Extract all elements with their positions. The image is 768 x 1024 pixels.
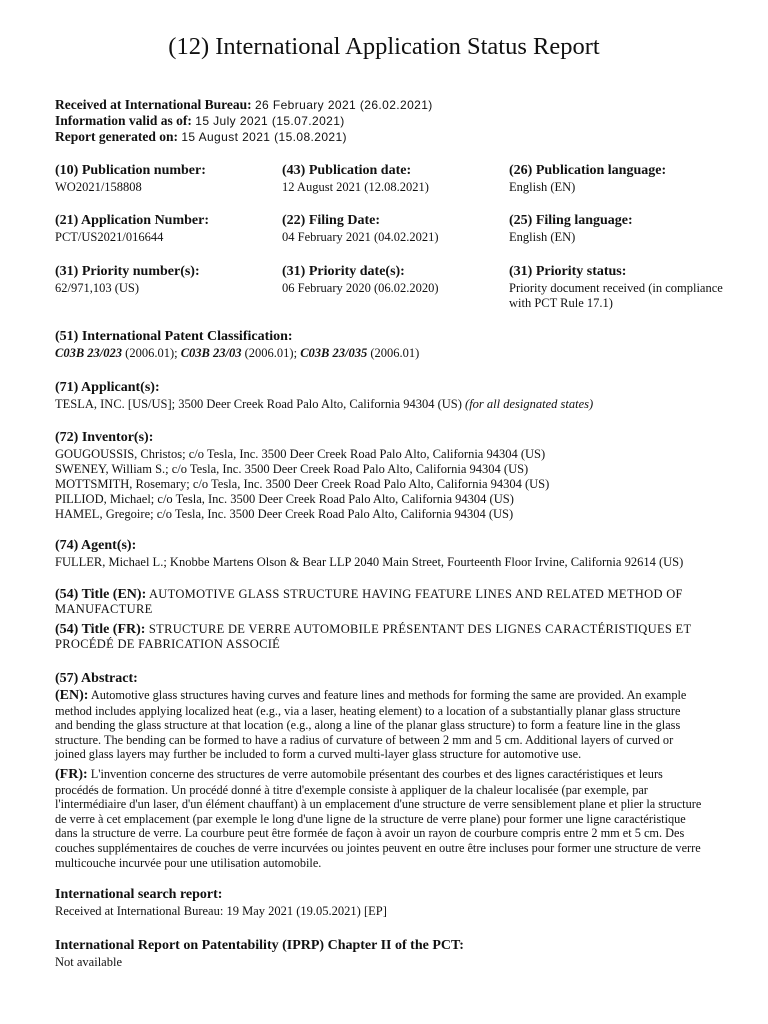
ipc-code: C03B 23/03	[180, 346, 242, 360]
inventor-item: MOTTSMITH, Rosemary; c/o Tesla, Inc. 3500 Deer Creek Road Palo Alto, California 94304 (US)	[55, 477, 550, 491]
applicant-label: (71) Applicant(s):	[55, 380, 160, 395]
application-number-block	[55, 212, 275, 245]
priority-number-label: (31) Priority number(s):	[55, 264, 200, 279]
valid-label: Information valid as of:	[55, 113, 192, 128]
title-en-line	[55, 587, 745, 602]
abstract-fr-line: l'intermédiaire d'un laser, d'un élément chauffant) à un emplacement d'une structure de verre sensiblement plane et plier la structure	[55, 797, 702, 812]
abstract-fr-text: L'invention concerne des structures de verre automobile présentant des courbes et des lignes caractéristiques et leurs	[87, 766, 663, 781]
title-fr-line	[55, 622, 745, 637]
ipc-year: (2006.01);	[122, 346, 181, 360]
filing-language-value: English (EN)	[509, 230, 576, 244]
inventor-item: PILLIOD, Michael; c/o Tesla, Inc. 3500 Deer Creek Road Palo Alto, California 94304 (US)	[55, 492, 514, 506]
priority-status-block	[509, 263, 759, 311]
filing-date-label: (22) Filing Date:	[282, 213, 380, 228]
applicant-text: TESLA, INC. [US/US]; 3500 Deer Creek Road Palo Alto, California 94304 (US)	[55, 397, 466, 411]
received-label: Received at International Bureau:	[55, 97, 252, 112]
ipc-code: C03B 23/023	[55, 346, 123, 360]
abstract-en-tag: (EN):	[55, 688, 89, 703]
applicant-note: (for all designated states)	[465, 397, 594, 411]
filing-date-value: 04 February 2021 (04.02.2021)	[282, 230, 439, 244]
generated-row	[55, 129, 433, 145]
iprp-text: Not available	[55, 955, 122, 969]
ipc-codes	[55, 346, 745, 361]
title-en-continued: MANUFACTURE	[55, 602, 153, 616]
priority-date-label: (31) Priority date(s):	[282, 264, 405, 279]
report-title: (12) International Application Status Report	[168, 33, 600, 60]
priority-date-block	[282, 263, 502, 296]
publication-language-value: English (EN)	[509, 180, 576, 194]
title-fr-label: (54) Title (FR):	[55, 622, 146, 637]
priority-status-label: (31) Priority status:	[509, 264, 627, 279]
publication-date-block	[282, 162, 502, 195]
inventors-label: (72) Inventor(s):	[55, 430, 154, 445]
publication-language-label: (26) Publication language:	[509, 163, 667, 178]
ipc-year: (2006.01);	[241, 346, 301, 360]
ipc-code: C03B 23/035	[300, 346, 368, 360]
search-report-label: International search report:	[55, 887, 223, 902]
publication-language-block	[509, 162, 759, 195]
title-fr-section	[55, 622, 745, 652]
inventor-item: SWENEY, William S.; c/o Tesla, Inc. 3500 Deer Creek Road Palo Alto, California 94304 (US)	[55, 462, 529, 476]
report-meta	[55, 97, 433, 145]
abstract-fr-line	[55, 767, 745, 783]
abstract-label: (57) Abstract:	[55, 671, 138, 686]
generated-label: Report generated on:	[55, 129, 178, 144]
abstract-fr-line: multicouche incurvée pour une utilisation automobile.	[55, 855, 322, 870]
inventor-item: HAMEL, Gregoire; c/o Tesla, Inc. 3500 Deer Creek Road Palo Alto, California 94304 (US)	[55, 507, 514, 521]
publication-number-value: WO2021/158808	[55, 180, 142, 194]
received-row	[55, 97, 433, 113]
filing-date-block	[282, 212, 502, 245]
ipc-section	[55, 328, 745, 361]
title-en-label: (54) Title (EN):	[55, 587, 147, 602]
abstract-section	[55, 670, 745, 870]
agents-label: (74) Agent(s):	[55, 538, 137, 553]
priority-number-value: 62/971,103 (US)	[55, 281, 140, 295]
iprp-label: International Report on Patentability (IPRP) Chapter II of the PCT:	[55, 938, 464, 953]
publication-number-block	[55, 162, 275, 195]
priority-status-line: with PCT Rule 17.1)	[509, 296, 613, 310]
abstract-fr-line: couches supplémentaires de couches de verre incurvées ou jointes peuvent en outre être incluses pour former une structure de verre	[55, 840, 701, 855]
abstract-fr-line: procédés de formation. Un procédé donné à titre d'exemple consiste à appliquer de la chaleur localisée (par exemple, par	[55, 782, 648, 797]
filing-language-block	[509, 212, 759, 245]
filing-language-label: (25) Filing language:	[509, 213, 633, 228]
publication-date-label: (43) Publication date:	[282, 163, 412, 178]
publication-date-value: 12 August 2021 (12.08.2021)	[282, 180, 429, 194]
abstract-en-line: structure. The bending can be formed to have a radius of curvature of between 2 mm and 5 cm. Additional layers of curved or	[55, 732, 674, 747]
received-value: 26 February 2021 (26.02.2021)	[254, 98, 433, 112]
valid-value: 15 July 2021 (15.07.2021)	[195, 114, 345, 128]
title-en-section	[55, 587, 745, 617]
applicant-entry	[55, 397, 745, 412]
priority-number-block	[55, 263, 275, 296]
agent-item: FULLER, Michael L.; Knobbe Martens Olson & Bear LLP 2040 Main Street, Fourteenth Floor Irvine, California 92614 (US)	[55, 555, 684, 569]
abstract-en-line: method includes applying localized heat (e.g., via a laser, heating element) to a location of a substantially planar glass structure	[55, 703, 681, 718]
valid-row	[55, 113, 433, 129]
search-report-text: Received at International Bureau: 19 May 2021 (19.05.2021) [EP]	[55, 904, 387, 918]
abstract-en-line: joined glass layers may further be included to form a curved multi-layer glass structure for automotive use.	[55, 747, 582, 762]
title-fr-continued: PROCÉDÉ DE FABRICATION ASSOCIÉ	[55, 637, 281, 651]
abstract-fr-tag: (FR):	[55, 766, 88, 782]
abstract-fr-line: de verre à cet emplacement (par exemple le long d'une ligne de la structure de verre plane) pour former une ligne caractéristique	[55, 811, 686, 826]
title-en-text: AUTOMOTIVE GLASS STRUCTURE HAVING FEATURE LINES AND RELATED METHOD OF	[146, 587, 683, 601]
agents-section	[55, 537, 745, 570]
priority-status-line: Priority document received (in compliance	[509, 281, 723, 295]
priority-date-value: 06 February 2020 (06.02.2020)	[282, 281, 439, 295]
applicant-section	[55, 379, 745, 412]
application-number-value: PCT/US2021/016644	[55, 230, 164, 244]
abstract-fr-line: dans la structure de verre. La courbure peut être formée de façon à avoir un rayon de courbure compris entre 2 mm et 5 cm. Des	[55, 826, 685, 841]
inventors-section	[55, 429, 745, 522]
publication-number-label: (10) Publication number:	[55, 163, 206, 178]
generated-value: 15 August 2021 (15.08.2021)	[181, 130, 347, 144]
iprp-section	[55, 937, 745, 970]
application-number-label: (21) Application Number:	[55, 213, 209, 228]
ipc-year: (2006.01)	[367, 346, 420, 360]
search-report-section	[55, 886, 745, 919]
abstract-en-text: Automotive glass structures having curves and feature lines and methods for forming the same are provided. An example	[88, 688, 687, 702]
inventor-item: GOUGOUSSIS, Christos; c/o Tesla, Inc. 3500 Deer Creek Road Palo Alto, California 94304 (US)	[55, 447, 546, 461]
abstract-en-line	[55, 688, 745, 704]
title-fr-text: STRUCTURE DE VERRE AUTOMOBILE PRÉSENTANT DES LIGNES CARACTÉRISTIQUES ET	[145, 622, 692, 636]
ipc-label: (51) International Patent Classification:	[55, 329, 293, 344]
abstract-en-line: and bending the glass structure at that location (e.g., along a line of the planar glass structure) to form a feature line in the glass	[55, 718, 681, 733]
